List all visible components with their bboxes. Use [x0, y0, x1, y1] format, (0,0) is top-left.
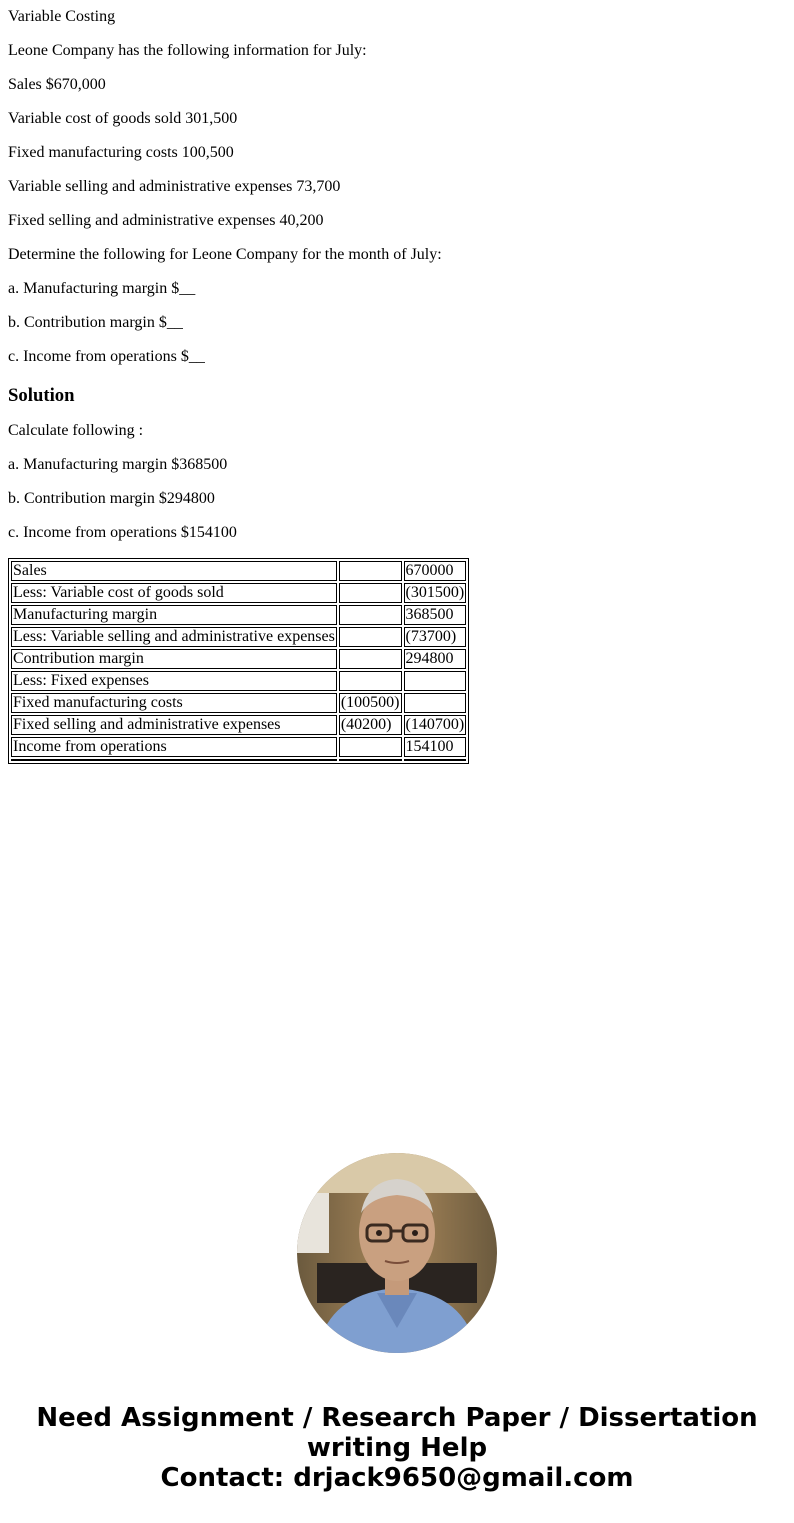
table-row-empty	[11, 759, 466, 761]
answer-item: b. Contribution margin $294800	[8, 490, 215, 507]
table-cell-label: Less: Variable cost of goods sold	[11, 583, 337, 603]
table-row	[11, 649, 466, 669]
income-statement-table	[8, 558, 469, 764]
table-cell-detail	[339, 561, 402, 581]
solution-intro: Calculate following :	[8, 422, 144, 439]
table-row	[11, 627, 466, 647]
table-cell-detail	[339, 649, 402, 669]
table-cell-label: Sales	[11, 561, 337, 581]
table-cell-label: Less: Fixed expenses	[11, 671, 337, 691]
solution-heading: Solution	[8, 385, 75, 406]
given-item: Variable selling and administrative expenses 73,700	[8, 178, 341, 195]
table-cell-detail	[339, 671, 402, 691]
given-item: Variable cost of goods sold 301,500	[8, 110, 238, 127]
footer-contact: Contact: drjack9650@gmail.com	[160, 1463, 634, 1493]
table-row	[11, 561, 466, 581]
table-row	[11, 693, 466, 713]
table-cell-detail	[339, 605, 402, 625]
answer-item: a. Manufacturing margin $368500	[8, 456, 228, 473]
table-cell-empty	[11, 759, 337, 761]
table-cell-total: 670000	[404, 561, 467, 581]
table-cell-detail	[339, 627, 402, 647]
table-cell-label: Fixed selling and administrative expenses	[11, 715, 337, 735]
table-cell-empty	[339, 759, 402, 761]
table-cell-total	[404, 693, 467, 713]
question-title: Variable Costing	[8, 8, 116, 25]
question-part: c. Income from operations $__	[8, 348, 205, 365]
footer-line: Need Assignment / Research Paper / Dissertation	[36, 1403, 758, 1433]
table-row	[11, 671, 466, 691]
table-cell-empty	[404, 759, 467, 761]
footer-line: writing Help	[306, 1433, 488, 1463]
author-photo	[297, 1153, 497, 1353]
given-item: Fixed selling and administrative expenses 40,200	[8, 212, 324, 229]
table-row	[11, 715, 466, 735]
given-item: Fixed manufacturing costs 100,500	[8, 144, 234, 161]
table-cell-total	[404, 671, 467, 691]
table-row	[11, 583, 466, 603]
table-cell-label: Fixed manufacturing costs	[11, 693, 337, 713]
table-cell-total: (140700)	[405, 716, 465, 733]
given-item: Sales $670,000	[8, 76, 106, 93]
table-cell-label: Income from operations	[11, 737, 337, 757]
question-prompt: Determine the following for Leone Company for the month of July:	[8, 246, 442, 263]
table-cell-total: (73700)	[404, 627, 467, 647]
table-cell-label: Manufacturing margin	[11, 605, 337, 625]
table-cell-detail	[339, 583, 402, 603]
answer-item: c. Income from operations $154100	[8, 524, 237, 541]
table-cell-total: 368500	[404, 605, 467, 625]
table-cell-detail	[339, 737, 402, 757]
table-cell-label: Less: Variable selling and administrative expenses	[13, 628, 335, 645]
table-cell-total: (301500)	[405, 584, 465, 601]
table-row	[11, 737, 466, 757]
author-avatar	[297, 1153, 497, 1353]
question-intro: Leone Company has the following information for July:	[8, 42, 367, 59]
footer-banner	[0, 1403, 794, 1493]
table-cell-total: 294800	[404, 649, 467, 669]
table-row	[11, 605, 466, 625]
question-part: b. Contribution margin $__	[8, 314, 183, 331]
table-cell-total: 154100	[404, 737, 467, 757]
table-cell-detail: (40200)	[339, 715, 402, 735]
document-body	[8, 0, 786, 764]
table-cell-label: Contribution margin	[11, 649, 337, 669]
question-part: a. Manufacturing margin $__	[8, 280, 196, 297]
table-cell-detail: (100500)	[340, 694, 400, 711]
